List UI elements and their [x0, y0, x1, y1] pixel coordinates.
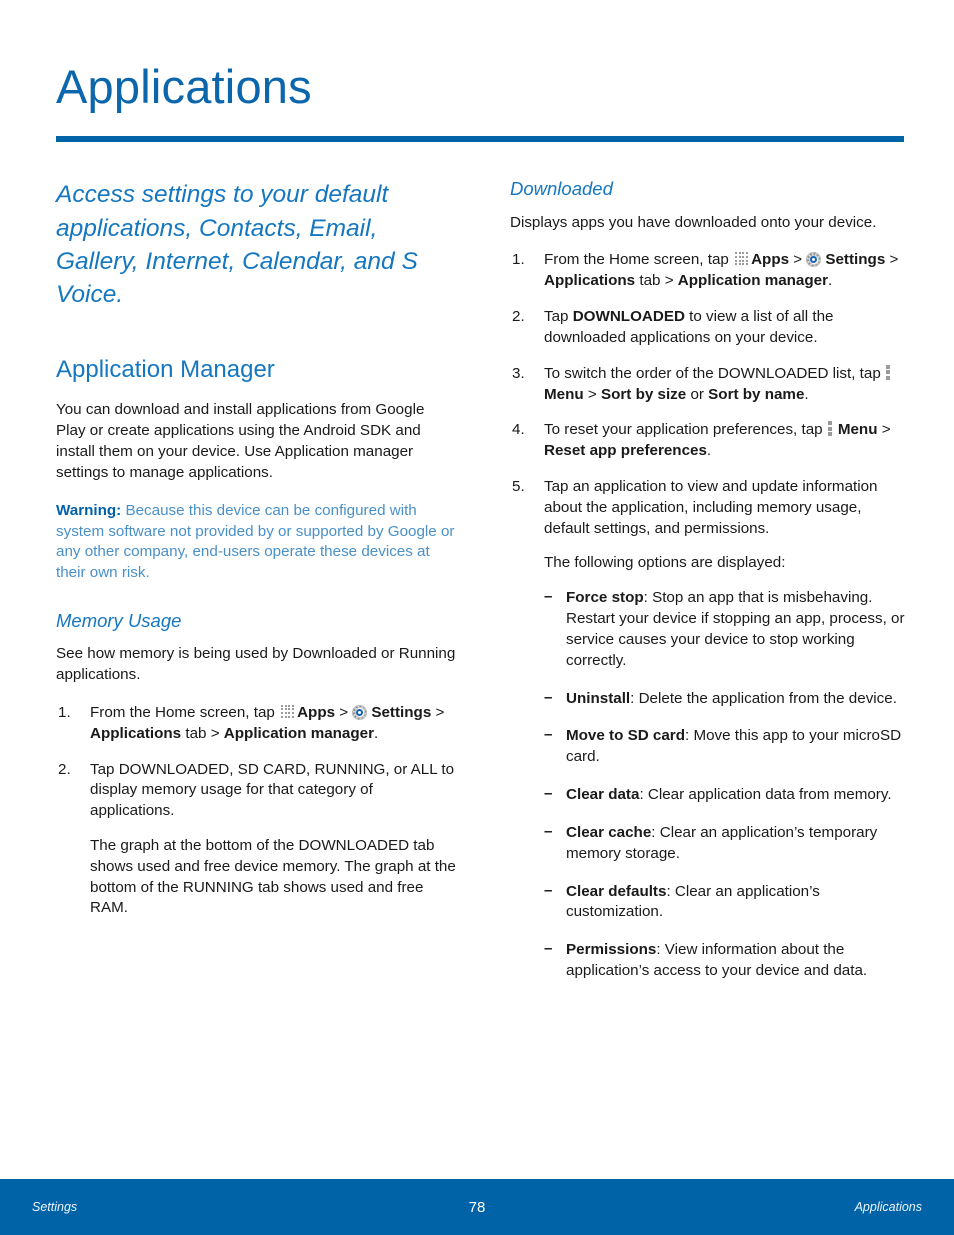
- step-text-b: >: [789, 251, 807, 269]
- step-text-c: >: [885, 251, 899, 269]
- step-number: 1.: [512, 251, 525, 269]
- page-title: Applications: [56, 60, 312, 113]
- application-manager-heading: Application Manager: [56, 355, 275, 383]
- list-item: [544, 588, 910, 671]
- option-term: Permissions: [566, 941, 657, 959]
- option-desc: : View information about the application’s access to your device and data.: [566, 941, 868, 980]
- list-item: [510, 477, 910, 982]
- step-text-b: to view a list of all the downloaded applications on your device.: [544, 308, 834, 346]
- step-bold-appmanager: Application manager: [677, 272, 829, 290]
- step-bold-sort-name: Sort by name: [708, 385, 805, 403]
- dash-bullet-icon: –: [544, 785, 553, 803]
- step-bold-sort-size: Sort by size: [600, 385, 687, 403]
- application-manager-body: You can download and install applications from Google Play or create applications using the Android SDK and install them on your device. Use Application manager settings to manage applications.: [56, 401, 425, 481]
- list-item: [510, 307, 910, 349]
- step-text-b: >: [583, 385, 601, 403]
- step-bold-menu: Menu: [837, 421, 878, 439]
- step-text-a: From the Home screen, tap: [544, 251, 734, 269]
- step-text-b: >: [335, 703, 353, 721]
- option-term: Clear cache: [566, 823, 652, 841]
- apps-icon: [735, 252, 748, 265]
- settings-gear-icon: [352, 705, 367, 720]
- step-bold-menu: Menu: [544, 385, 584, 403]
- options-list: [544, 588, 910, 982]
- two-column-body: [0, 142, 954, 999]
- option-desc: : Delete the application from the device.: [630, 689, 897, 707]
- dash-bullet-icon: –: [544, 822, 553, 840]
- option-desc: : Clear an application’s temporary memory storage.: [566, 823, 878, 862]
- step-text-a: To reset your application preferences, tap: [544, 421, 827, 439]
- step-text-a: From the Home screen, tap: [90, 703, 280, 721]
- memory-usage-body: See how memory is being used by Downloaded or Running applications.: [56, 645, 456, 684]
- list-item: [544, 823, 910, 865]
- footer-page-number: 78: [468, 1198, 486, 1216]
- option-desc: : Stop an app that is misbehaving. Restart your device if stopping an app, process, or service causes your device to stop working correctly.: [566, 589, 905, 669]
- option-desc: : Move this app to your microSD card.: [566, 727, 902, 766]
- dash-bullet-icon: –: [544, 940, 553, 958]
- downloaded-steps: [510, 250, 910, 982]
- list-item: [56, 760, 456, 920]
- warning-label: Warning:: [56, 501, 122, 519]
- step-text-c: .: [706, 442, 712, 460]
- list-item: [510, 364, 910, 406]
- option-term: Clear data: [566, 786, 640, 804]
- downloaded-heading: Downloaded: [510, 178, 613, 200]
- list-item: [56, 703, 456, 745]
- memory-usage-heading: Memory Usage: [56, 610, 182, 632]
- list-item: [544, 882, 910, 924]
- settings-gear-icon: [806, 252, 821, 267]
- step-text-d: .: [804, 385, 809, 403]
- step-bold-settings: Settings: [825, 251, 886, 269]
- page-footer: [0, 1179, 954, 1235]
- dash-bullet-icon: –: [544, 726, 553, 744]
- list-item: [544, 726, 910, 768]
- apps-icon: [281, 705, 294, 718]
- list-item: [510, 420, 910, 462]
- step-number: 4.: [512, 421, 525, 439]
- dash-bullet-icon: –: [544, 588, 553, 606]
- step-text-a: Tap: [544, 308, 573, 326]
- step-text-c: or: [686, 385, 709, 403]
- list-item: [510, 250, 910, 292]
- step-number: 1.: [58, 703, 71, 721]
- step-text-d: tab >: [181, 724, 224, 742]
- step-number: 2.: [512, 308, 525, 326]
- option-term: Clear defaults: [566, 882, 667, 900]
- left-column: [56, 178, 456, 999]
- list-item: [544, 940, 910, 982]
- dash-bullet-icon: –: [544, 881, 553, 899]
- list-item: [544, 689, 910, 710]
- right-column: [510, 178, 910, 999]
- step-bold-settings: Settings: [371, 703, 432, 721]
- menu-icon: [828, 421, 833, 436]
- step-text-e: .: [828, 272, 833, 290]
- list-item: [544, 785, 910, 806]
- step-bold-applications: Applications: [544, 272, 636, 290]
- step-number: 5.: [512, 477, 525, 495]
- option-term: Uninstall: [566, 689, 631, 707]
- step-substep: The following options are displayed:: [544, 554, 786, 572]
- step-substep: The graph at the bottom of the DOWNLOADED tab shows used and free device memory. The graph at the bottom of the RUNNING tab shows used and free RAM.: [90, 837, 456, 917]
- step-number: 2.: [58, 760, 71, 778]
- step-text: Tap an application to view and update information about the application, including memory usage, default settings, and permissions.: [544, 477, 878, 537]
- intro-paragraph: Access settings to your default applications, Contacts, Email, Gallery, Internet, Calendar, and S Voice.: [56, 181, 418, 309]
- step-bold-appmanager: Application manager: [223, 724, 375, 742]
- title-block: [0, 0, 954, 111]
- step-text-a: To switch the order of the DOWNLOADED list, tap: [544, 364, 885, 382]
- option-desc: : Clear an application’s customization.: [566, 882, 820, 921]
- step-bold-apps: Apps: [751, 251, 790, 269]
- option-term: Move to SD card: [566, 727, 685, 745]
- footer-chapter-label: Applications: [854, 1200, 922, 1214]
- step-bold-applications: Applications: [90, 724, 182, 742]
- downloaded-body: Displays apps you have downloaded onto your device.: [510, 213, 877, 231]
- step-text: Tap DOWNLOADED, SD CARD, RUNNING, or ALL to display memory usage for that category of applications.: [90, 760, 455, 820]
- warning-paragraph: [56, 501, 456, 584]
- footer-section-label: Settings: [32, 1200, 78, 1214]
- menu-icon: [886, 365, 891, 380]
- warning-body: Because this device can be configured with system software not provided by or supported by Google or any other company, end-users operate these devices at their own risk.: [56, 501, 455, 582]
- step-bold-downloaded: DOWNLOADED: [572, 308, 685, 326]
- step-bold-apps: Apps: [297, 703, 336, 721]
- step-text-e: .: [374, 724, 379, 742]
- dash-bullet-icon: –: [544, 688, 553, 706]
- step-text-d: tab >: [635, 272, 678, 290]
- option-desc: : Clear application data from memory.: [639, 786, 892, 804]
- memory-usage-steps: [56, 703, 456, 919]
- step-text-b: >: [877, 421, 891, 439]
- step-bold-reset-prefs: Reset app preferences: [544, 442, 707, 460]
- step-text-c: >: [431, 703, 445, 721]
- option-term: Force stop: [566, 589, 644, 607]
- step-number: 3.: [512, 364, 525, 382]
